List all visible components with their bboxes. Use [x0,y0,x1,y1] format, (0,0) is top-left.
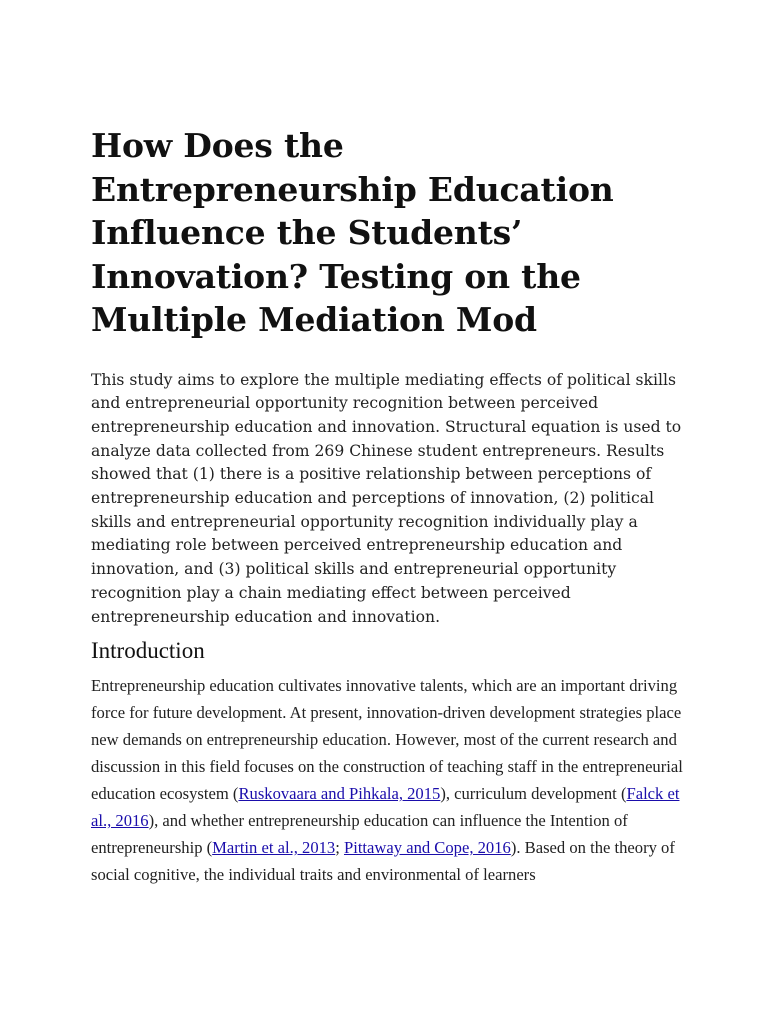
intro-text: Entrepreneurship education cultivates innovative talents, which are an important driving force for future development. At present, innovation-driven development strategies place new demands on entrepreneurship education. However, most of the current research and discussion in this field focuses on the construction of teaching staff in the entrepreneurial education ecosystem ( [91,676,683,804]
intro-text: ). Based on the theory of social cognitive, the individual traits and environmental of learners [91,838,675,885]
document-page [91,124,691,888]
citation-link-falck-2016[interactable]: Falck et al., 2016 [91,784,680,831]
intro-text: ), curriculum development ( [440,784,627,804]
citation-link-ruskovaara-2015[interactable]: Ruskovaara and Pihkala, 2015 [238,784,441,804]
article-title: How Does the Entrepreneurship Education Influence the Students’ Innovation? Testing on the Multiple Mediation Mod [91,126,614,339]
abstract-paragraph: This study aims to explore the multiple mediating effects of political skills and entrepreneurial opportunity recognition between perceived entrepreneurship education and innovation. Structural equation is used to analyze data collected from 269 Chinese student entrepreneurs. Results showed that (1) there is a positive relationship between perceptions of entrepreneurship education and perceptions of innovation, (2) political skills and entrepreneurial opportunity recognition individually play a mediating role between perceived entrepreneurship education and innovation, and (3) political skills and entrepreneurial opportunity recognition play a chain mediating effect between perceived entrepreneurship education and innovation. [91,370,682,626]
citation-link-pittaway-2016[interactable]: Pittaway and Cope, 2016 [343,838,511,858]
intro-text: ), and whether entrepreneurship education can influence the Intention of entrepreneurship ( [91,811,628,858]
introduction-paragraph [91,672,691,888]
intro-text: ; [335,838,344,858]
section-heading-introduction: Introduction [91,638,205,664]
citation-link-martin-2013[interactable]: Martin et al., 2013 [212,838,336,858]
